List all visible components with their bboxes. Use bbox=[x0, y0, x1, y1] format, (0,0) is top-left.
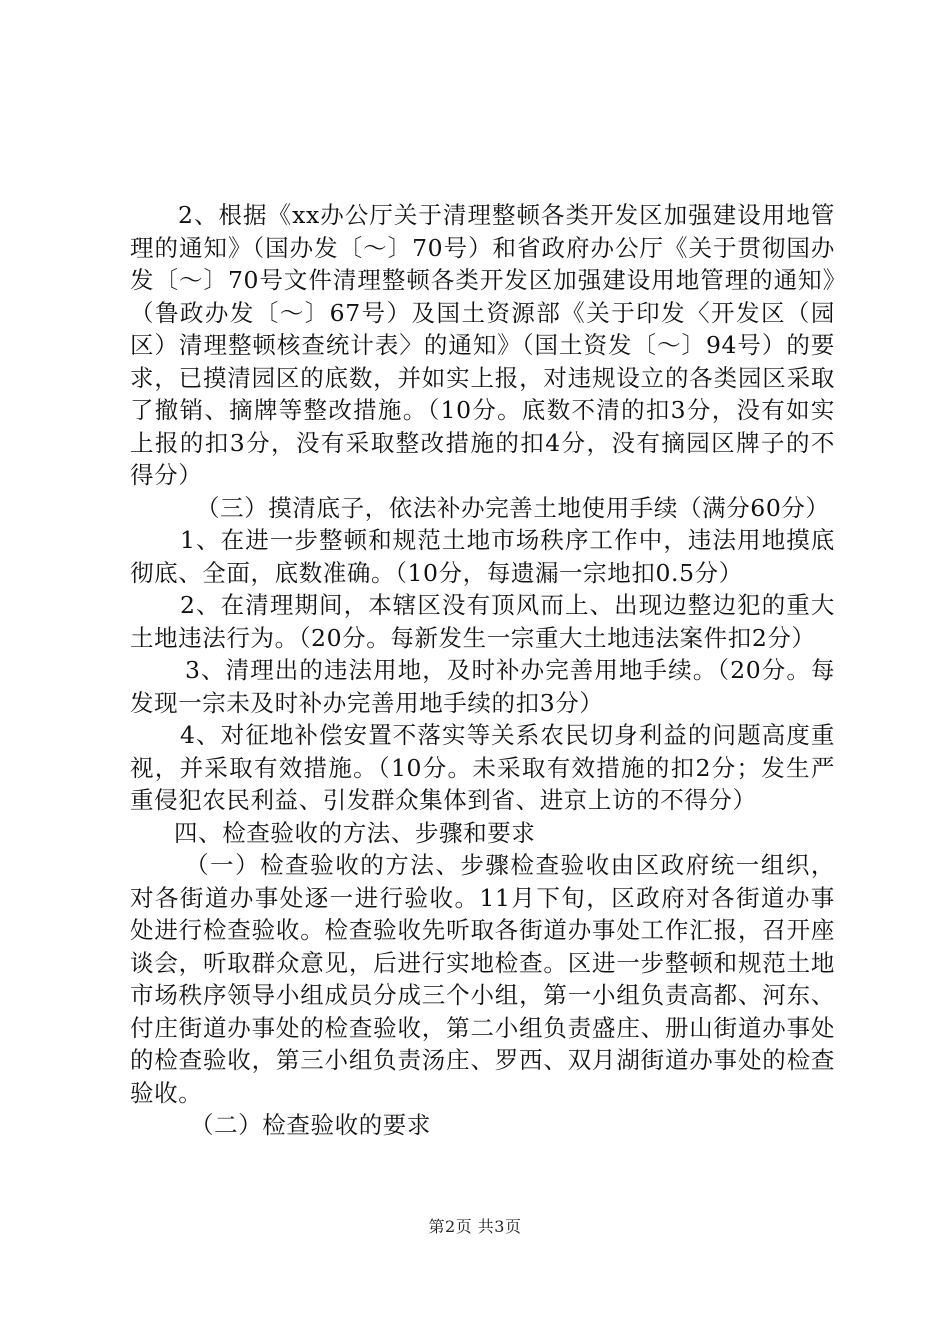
document-body bbox=[130, 199, 835, 1142]
paragraph-item-4-compensation: 4、对征地补偿安置不落实等关系农民切身利益的问题高度重视，并采取有效措施。（10分。未采取有效措施的扣2分；发生严重侵犯农民利益、引发群众集体到省、进京上访的不得分） bbox=[130, 721, 835, 814]
paragraph-item-2-no-violations: 2、在清理期间，本辖区没有顶风而上、出现边整边犯的重大土地违法行为。（20分。每新发生一宗重大土地违法案件扣2分） bbox=[130, 591, 835, 652]
section-heading-4-inspection: 四、检查验收的方法、步骤和要求 bbox=[174, 818, 536, 847]
section-heading-inspection-requirements: （二）检查验收的要求 bbox=[190, 1111, 431, 1139]
paragraph-item-3-procedures: 3、清理出的违法用地，及时补办完善用地手续。（20分。每发现一宗未及时补办完善用地手续的扣3分） bbox=[130, 656, 835, 717]
paragraph-item-1-survey: 1、在进一步整顿和规范土地市场秩序工作中，违法用地摸底彻底、全面，底数准确。（10分，每遗漏一宗地扣0.5分） bbox=[130, 526, 835, 587]
page-footer: 第2页 共3页 bbox=[428, 1217, 522, 1236]
paragraph-item-2-land-zone-cleanup: 2、根据《xx办公厅关于清理整顿各类开发区加强建设用地管理的通知》（国办发〔～〕70号）和省政府办公厅《关于贯彻国办发〔～〕70号文件清理整顿各类开发区加强建设用地管理的通知》（鲁政办发〔～〕67号）及国土资源部《关于印发〈开发区（园区）清理整顿核查统计表〉的通知》（国土资发〔～〕94号）的要求，已摸清园区的底数，并如实上报，对违规设立的各类园区采取了撤销、摘牌等整改措施。（10分。底数不清的扣3分，没有如实上报的扣3分，没有采取整改措施的扣4分，没有摘园区牌子的不得分） bbox=[130, 201, 835, 489]
paragraph-inspection-methods: （一）检查验收的方法、步骤检查验收由区政府统一组织，对各街道办事处逐一进行验收。11月下旬，区政府对各街道办事处进行检查验收。检查验收先听取各街道办事处工作汇报，召开座谈会，听取群众意见，后进行实地检查。区进一步整顿和规范土地市场秩序领导小组成员分成三个小组，第一小组负责高都、河东、付庄街道办事处的检查验收，第二小组负责盛庄、册山街道办事处的检查验收，第三小组负责汤庄、罗西、双月湖街道办事处的检查验收。 bbox=[130, 851, 835, 1107]
section-heading-3-land-procedures: （三）摸清底子，依法补办完善土地使用手续（满分60分） bbox=[196, 493, 830, 522]
